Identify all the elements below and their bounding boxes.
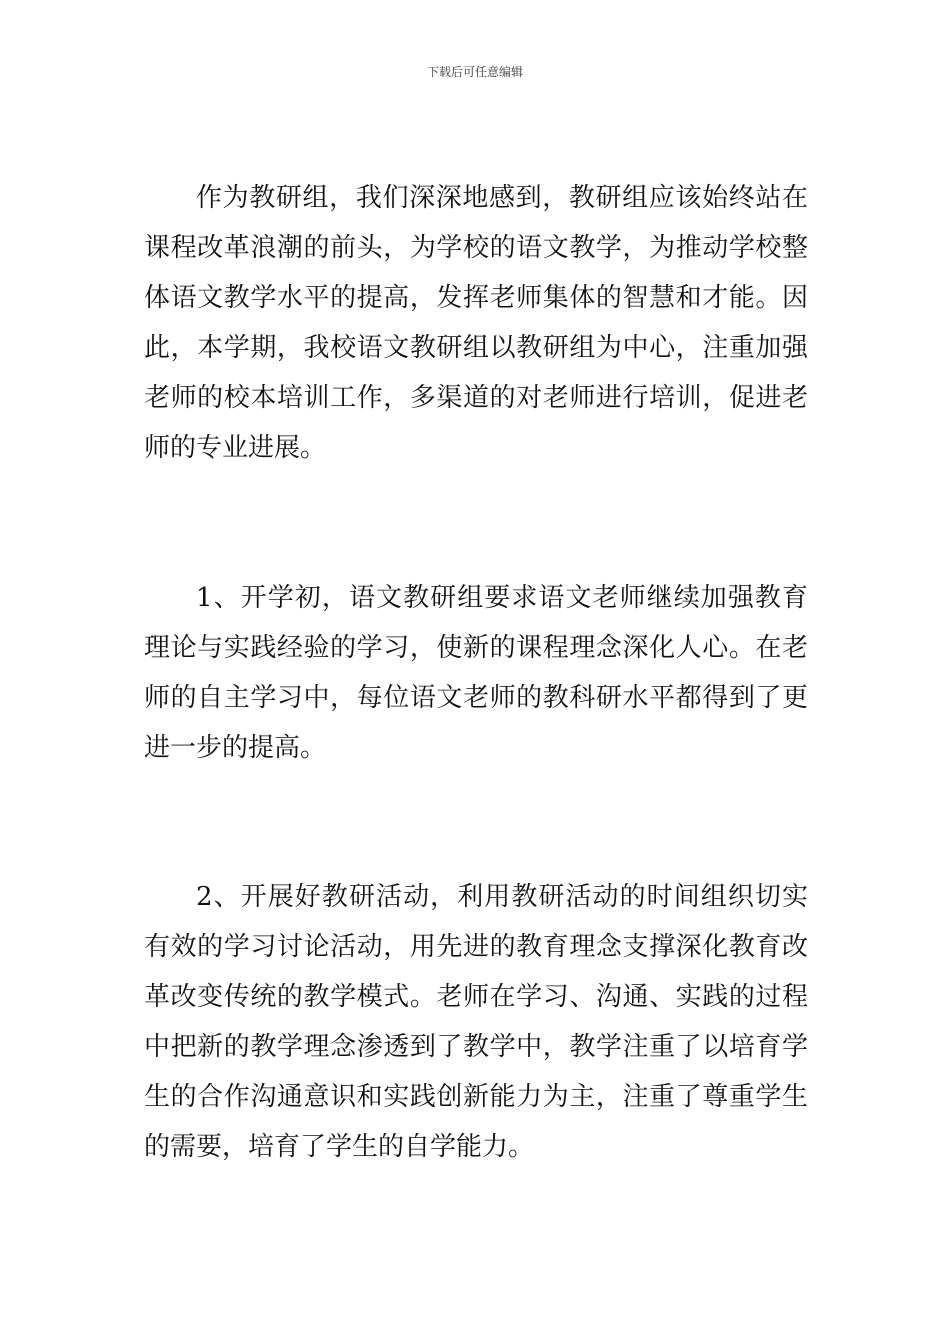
paragraph-item-1: 1、开学初，语文教研组要求语文老师继续加强教育理论与实践经验的学习，使新的课程理念深化人心。在老师的自主学习中，每位语文老师的教科研水平都得到了更进一步的提高。: [144, 583, 808, 763]
paragraph-item-2: 2、开展好教研活动，利用教研活动的时间组织切实有效的学习讨论活动，用先进的教育理念支撑深化教育改革改变传统的教学模式。老师在学习、沟通、实践的过程中把新的教学理念渗透到了教学中，教学注重了以培育学生的合作沟通意识和实践创新能力为主，注重了尊重学生的需要，培育了学生的自学能力。: [144, 882, 808, 1162]
page-header: 下载后可任意编辑: [426, 65, 523, 79]
paragraph-intro: 作为教研组，我们深深地感到，教研组应该始终站在课程改革浪潮的前头，为学校的语文教学，为推动学校整体语文教学水平的提高，发挥老师集体的智慧和才能。因此，本学期，我校语文教研组以教研组为中心，注重加强老师的校本培训工作，多渠道的对老师进行培训，促进老师的专业进展。: [144, 183, 808, 463]
